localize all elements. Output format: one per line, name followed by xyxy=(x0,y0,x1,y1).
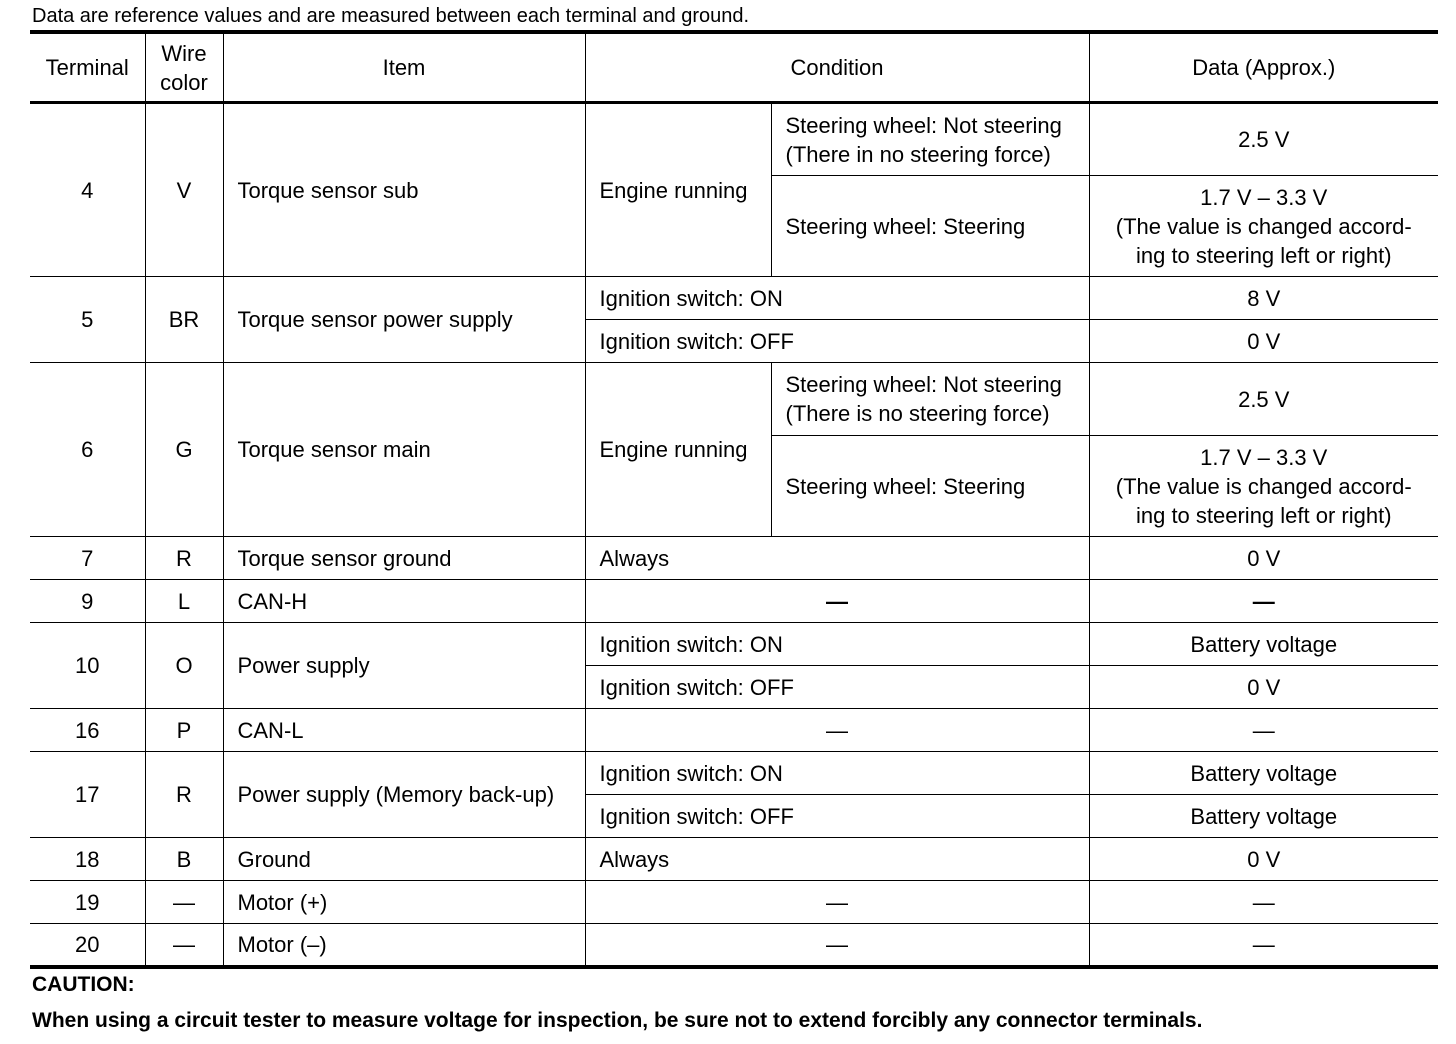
header-data: Data (Approx.) xyxy=(1089,32,1438,103)
terminal-cell: 16 xyxy=(30,709,145,752)
table-row xyxy=(30,924,1438,967)
wire-color-cell: G xyxy=(145,363,223,537)
table-row xyxy=(30,277,1438,320)
table-row xyxy=(30,537,1438,580)
header-wire-color-line2: color xyxy=(160,69,208,95)
table-note: Data are reference values and are measured between each terminal and ground. xyxy=(32,5,750,27)
item-cell: Torque sensor sub xyxy=(223,103,585,277)
condition-line: Steering wheel: Not steering xyxy=(785,112,1062,138)
condition-cell: — xyxy=(585,580,1089,623)
terminal-cell: 18 xyxy=(30,838,145,881)
table-row xyxy=(30,103,1438,176)
item-cell: Power supply xyxy=(223,623,585,709)
item-cell: CAN-H xyxy=(223,580,585,623)
wire-color-cell: — xyxy=(145,881,223,924)
data-cell: 2.5 V xyxy=(1089,103,1438,176)
terminal-cell: 9 xyxy=(30,580,145,623)
caution-title: CAUTION: xyxy=(32,973,135,996)
table-row xyxy=(30,623,1438,666)
terminal-cell: 17 xyxy=(30,752,145,838)
terminal-cell: 7 xyxy=(30,537,145,580)
condition-main-cell: Engine running xyxy=(585,363,771,537)
item-cell: Power supply (Memory back-up) xyxy=(223,752,585,838)
wire-color-cell: R xyxy=(145,752,223,838)
header-terminal: Terminal xyxy=(30,32,145,103)
condition-sub-cell: Steering wheel: Steering xyxy=(771,436,1089,537)
condition-sub-cell xyxy=(771,363,1089,436)
data-line: (The value is changed accord- xyxy=(1115,213,1412,239)
terminal-cell: 6 xyxy=(30,363,145,537)
terminal-cell: 10 xyxy=(30,623,145,709)
data-cell: — xyxy=(1089,580,1438,623)
data-cell: Battery voltage xyxy=(1089,752,1438,795)
data-cell: 0 V xyxy=(1089,666,1438,709)
item-cell: Torque sensor power supply xyxy=(223,277,585,363)
condition-cell: Ignition switch: ON xyxy=(585,277,1089,320)
terminal-reference-table xyxy=(30,30,1438,969)
data-line: (The value is changed accord- xyxy=(1115,473,1412,499)
header-condition: Condition xyxy=(585,32,1089,103)
condition-main-cell: Engine running xyxy=(585,103,771,277)
terminal-cell: 19 xyxy=(30,881,145,924)
wire-color-cell: B xyxy=(145,838,223,881)
table-row xyxy=(30,363,1438,436)
data-cell: 0 V xyxy=(1089,320,1438,363)
condition-cell: Ignition switch: ON xyxy=(585,752,1089,795)
condition-sub-cell xyxy=(771,103,1089,176)
condition-line: (There is no steering force) xyxy=(785,401,1050,426)
item-cell: Torque sensor main xyxy=(223,363,585,537)
table-row xyxy=(30,709,1438,752)
condition-cell: Ignition switch: ON xyxy=(585,623,1089,666)
data-cell: — xyxy=(1089,709,1438,752)
data-line: ing to steering left or right) xyxy=(1135,242,1392,268)
data-line: 1.7 V – 3.3 V xyxy=(1200,444,1328,470)
table-header-row xyxy=(30,32,1438,103)
condition-line: (There in no steering force) xyxy=(785,141,1051,167)
item-cell: Ground xyxy=(223,838,585,881)
wire-color-cell: L xyxy=(145,580,223,623)
wire-color-cell: V xyxy=(145,103,223,277)
data-cell: — xyxy=(1089,924,1438,967)
condition-cell: Ignition switch: OFF xyxy=(585,320,1089,363)
data-cell: 0 V xyxy=(1089,838,1438,881)
condition-cell: — xyxy=(585,924,1089,967)
condition-cell: Ignition switch: OFF xyxy=(585,666,1089,709)
item-cell: Torque sensor ground xyxy=(223,537,585,580)
data-cell: 0 V xyxy=(1089,537,1438,580)
caution-text: When using a circuit tester to measure voltage for inspection, be sure not to extend forcibly any connector terminals. xyxy=(32,1009,1203,1032)
terminal-cell: 20 xyxy=(30,924,145,967)
wire-color-cell: — xyxy=(145,924,223,967)
data-cell xyxy=(1089,176,1438,277)
terminal-cell: 5 xyxy=(30,277,145,363)
condition-cell: — xyxy=(585,881,1089,924)
wire-color-cell: P xyxy=(145,709,223,752)
table-row xyxy=(30,881,1438,924)
condition-cell: Always xyxy=(585,537,1089,580)
data-cell: Battery voltage xyxy=(1089,623,1438,666)
header-item: Item xyxy=(223,32,585,103)
data-line: ing to steering left or right) xyxy=(1135,502,1392,528)
data-cell xyxy=(1089,436,1438,537)
condition-line: Steering wheel: Not steering xyxy=(785,372,1062,397)
data-cell: Battery voltage xyxy=(1089,795,1438,838)
terminal-cell: 4 xyxy=(30,103,145,277)
condition-cell: Always xyxy=(585,838,1089,881)
data-line: 1.7 V – 3.3 V xyxy=(1200,184,1328,210)
data-cell: 8 V xyxy=(1089,277,1438,320)
wire-color-cell: BR xyxy=(145,277,223,363)
header-wire-color-line1: Wire xyxy=(161,40,207,66)
item-cell: CAN-L xyxy=(223,709,585,752)
condition-sub-cell: Steering wheel: Steering xyxy=(771,176,1089,277)
header-wire-color xyxy=(145,32,223,103)
table-row xyxy=(30,580,1438,623)
table-row xyxy=(30,838,1438,881)
item-cell: Motor (–) xyxy=(223,924,585,967)
wire-color-cell: R xyxy=(145,537,223,580)
table-row xyxy=(30,752,1438,795)
wire-color-cell: O xyxy=(145,623,223,709)
condition-cell: Ignition switch: OFF xyxy=(585,795,1089,838)
data-cell: — xyxy=(1089,881,1438,924)
condition-cell: — xyxy=(585,709,1089,752)
data-cell: 2.5 V xyxy=(1089,363,1438,436)
item-cell: Motor (+) xyxy=(223,881,585,924)
